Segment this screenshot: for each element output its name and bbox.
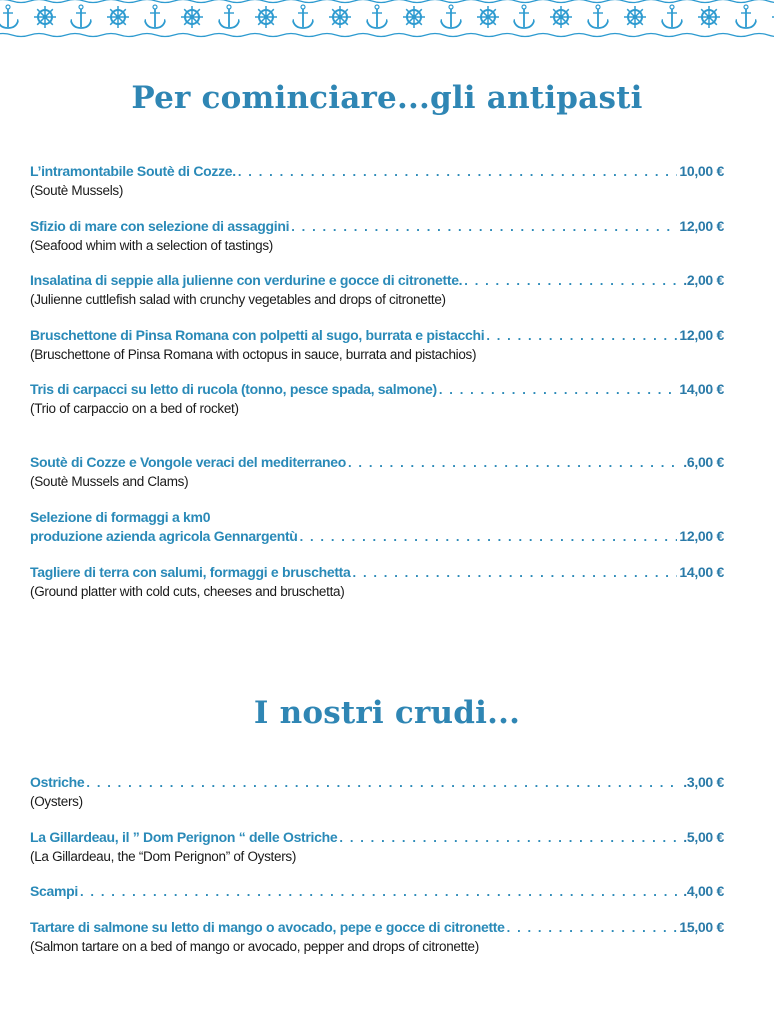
item-name: Bruschettone di Pinsa Romana con polpetti al sugo, burrata e pistacchi — [30, 327, 485, 343]
item-description: (Bruschettone of Pinsa Romana with octopus in sauce, burrata and pistachios) — [30, 347, 477, 362]
menu-item — [30, 563, 724, 601]
item-name: Tagliere di terra con salumi, formaggi e bruschetta — [30, 564, 351, 580]
dot-leader — [348, 453, 681, 472]
item-description: (Soutè Mussels) — [30, 183, 124, 198]
dot-leader — [80, 882, 681, 901]
item-price: 12,00 € — [679, 218, 724, 234]
dot-leader — [238, 162, 678, 181]
item-price: .4,00 € — [683, 883, 724, 899]
item-description: (Seafood whim with a selection of tastings) — [30, 238, 273, 253]
menu-item — [30, 271, 724, 309]
dot-leader — [353, 563, 678, 582]
item-price: 12,00 € — [679, 327, 724, 343]
item-price: .3,00 € — [683, 774, 724, 790]
dot-leader — [300, 527, 678, 546]
dot-leader — [291, 217, 677, 236]
item-name: Tartare di salmone su letto di mango o avocado, pepe e gocce di citronette — [30, 919, 505, 935]
dot-leader — [86, 773, 681, 792]
item-description: (Soutè Mussels and Clams) — [30, 474, 189, 489]
item-price: 10,00 € — [679, 163, 724, 179]
item-description: (Salmon tartare on a bed of mango or avocado, pepper and drops of citronette) — [30, 939, 479, 954]
menu-item — [30, 326, 724, 364]
item-price: 12,00 € — [679, 528, 724, 544]
item-description: (Ground platter with cold cuts, cheeses and bruschetta) — [30, 584, 345, 599]
menu-item — [30, 918, 724, 956]
menu-item — [30, 828, 724, 866]
menu-item — [30, 380, 724, 418]
menu-item — [30, 217, 724, 255]
menu-item — [30, 453, 724, 491]
dot-leader — [486, 326, 677, 345]
item-description: (La Gillardeau, the “Dom Perignon” of Oysters) — [30, 849, 297, 864]
item-description: (Julienne cuttlefish salad with crunchy vegetables and drops of citronette) — [30, 292, 446, 307]
item-name: Scampi — [30, 883, 78, 899]
section-title-antipasti: Per cominciare...gli antipasti — [131, 80, 643, 116]
item-price: 14,00 € — [679, 564, 724, 580]
item-name: Insalatina di seppie alla julienne con verdurine e gocce di citronette. — [30, 272, 463, 288]
section-title-crudi: I nostri crudi... — [253, 695, 521, 731]
menu-item — [30, 508, 724, 546]
menu-item — [30, 162, 724, 200]
item-price: 14,00 € — [679, 381, 724, 397]
nautical-banner — [0, 0, 774, 40]
item-name: Ostriche — [30, 774, 85, 790]
item-price: .6,00 € — [683, 454, 724, 470]
item-name: Sfizio di mare con selezione di assaggini — [30, 218, 290, 234]
item-name: L’intramontabile Soutè di Cozze. — [30, 163, 236, 179]
dot-leader — [464, 271, 681, 290]
menu-item — [30, 882, 724, 901]
dot-leader — [339, 828, 681, 847]
item-name: Tris di carpacci su letto di rucola (tonno, pesce spada, salmone) — [30, 381, 437, 397]
item-price: 15,00 € — [679, 919, 724, 935]
item-name: produzione azienda agricola Gennargentù — [30, 528, 298, 544]
item-price: .5,00 € — [683, 829, 724, 845]
dot-leader — [439, 380, 678, 399]
item-name-line1: Selezione di formaggi a km0 — [30, 509, 211, 525]
dot-leader — [507, 918, 678, 937]
item-name: La Gillardeau, il ” Dom Perignon “ delle Ostriche — [30, 829, 338, 845]
item-description: (Oysters) — [30, 794, 83, 809]
item-description: (Trio of carpaccio on a bed of rocket) — [30, 401, 239, 416]
item-price: .2,00 € — [683, 272, 724, 288]
item-name: Soutè di Cozze e Vongole veraci del mediterraneo — [30, 454, 346, 470]
menu-item — [30, 773, 724, 811]
